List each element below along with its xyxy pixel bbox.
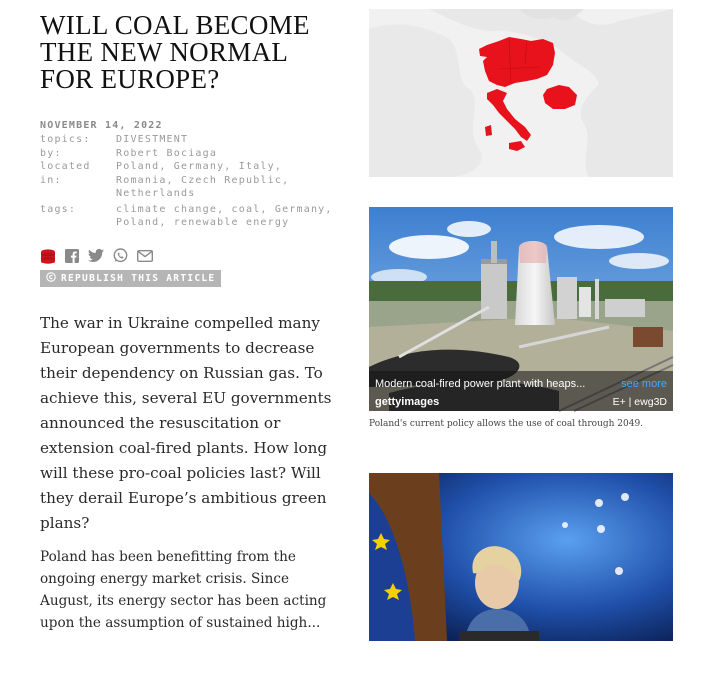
meta-key: by: <box>40 147 62 159</box>
meta-author <box>40 147 340 161</box>
meta-location-links[interactable]: Poland, Germany, Italy, Romania, Czech Republic, Netherlands <box>116 161 290 199</box>
photo-caption: Poland's current policy allows the use of coal through 2049. <box>369 419 644 429</box>
meta-key: located in: <box>40 161 91 186</box>
article-title: WILL COAL BECOME THE NEW NORMAL FOR EUROPE? <box>40 10 310 94</box>
meta-key: topics: <box>40 134 91 145</box>
creative-commons-icon <box>46 272 56 285</box>
meta-key: tags: <box>40 203 77 215</box>
meta-topics <box>40 133 340 147</box>
meta-topic-link[interactable]: DIVESTMENT <box>116 134 189 145</box>
article-date: NOVEMBER 14, 2022 <box>40 120 163 131</box>
twitter-icon[interactable] <box>88 249 104 262</box>
meta-tags <box>40 203 340 230</box>
see-more-link[interactable]: see more <box>621 378 667 390</box>
republish-button[interactable] <box>40 270 221 287</box>
europe-map <box>369 9 673 177</box>
share-bar <box>40 248 340 264</box>
whatsapp-icon[interactable] <box>113 248 128 263</box>
photo-credit: E+ | ewg3D <box>612 396 667 408</box>
eu-speaker-photo[interactable] <box>369 473 673 641</box>
article-column <box>40 10 340 631</box>
meta-author-link[interactable]: Robert Bociaga <box>116 147 218 159</box>
article-meta <box>40 119 340 230</box>
article-body-paragraph: Poland has been benefitting from the ongoing energy market crisis. Since August, its energy sector has been acting upon the assumption of sustained high... <box>40 548 327 631</box>
article-lede: The war in Ukraine compelled many European governments to decrease their dependency on Russian gas. To achieve this, several EU governments announced the resuscitation or extension coal-fired plants. How long will these pro-coal policies last? Will they derail Europe’s ambitious green plans? <box>40 313 332 532</box>
meta-location <box>40 160 340 201</box>
coins-icon[interactable] <box>40 248 56 264</box>
meta-tag-links[interactable]: climate change, coal, Germany, Poland, renewable energy <box>116 203 333 228</box>
getty-overlay <box>369 371 673 411</box>
getty-logo[interactable]: gettyimages <box>375 396 440 408</box>
republish-label: REPUBLISH THIS ARTICLE <box>61 272 216 284</box>
photo-description: Modern coal-fired power plant with heaps... <box>375 378 586 390</box>
facebook-icon[interactable] <box>65 249 79 263</box>
power-plant-photo[interactable] <box>369 207 673 411</box>
mail-icon[interactable] <box>137 250 153 262</box>
